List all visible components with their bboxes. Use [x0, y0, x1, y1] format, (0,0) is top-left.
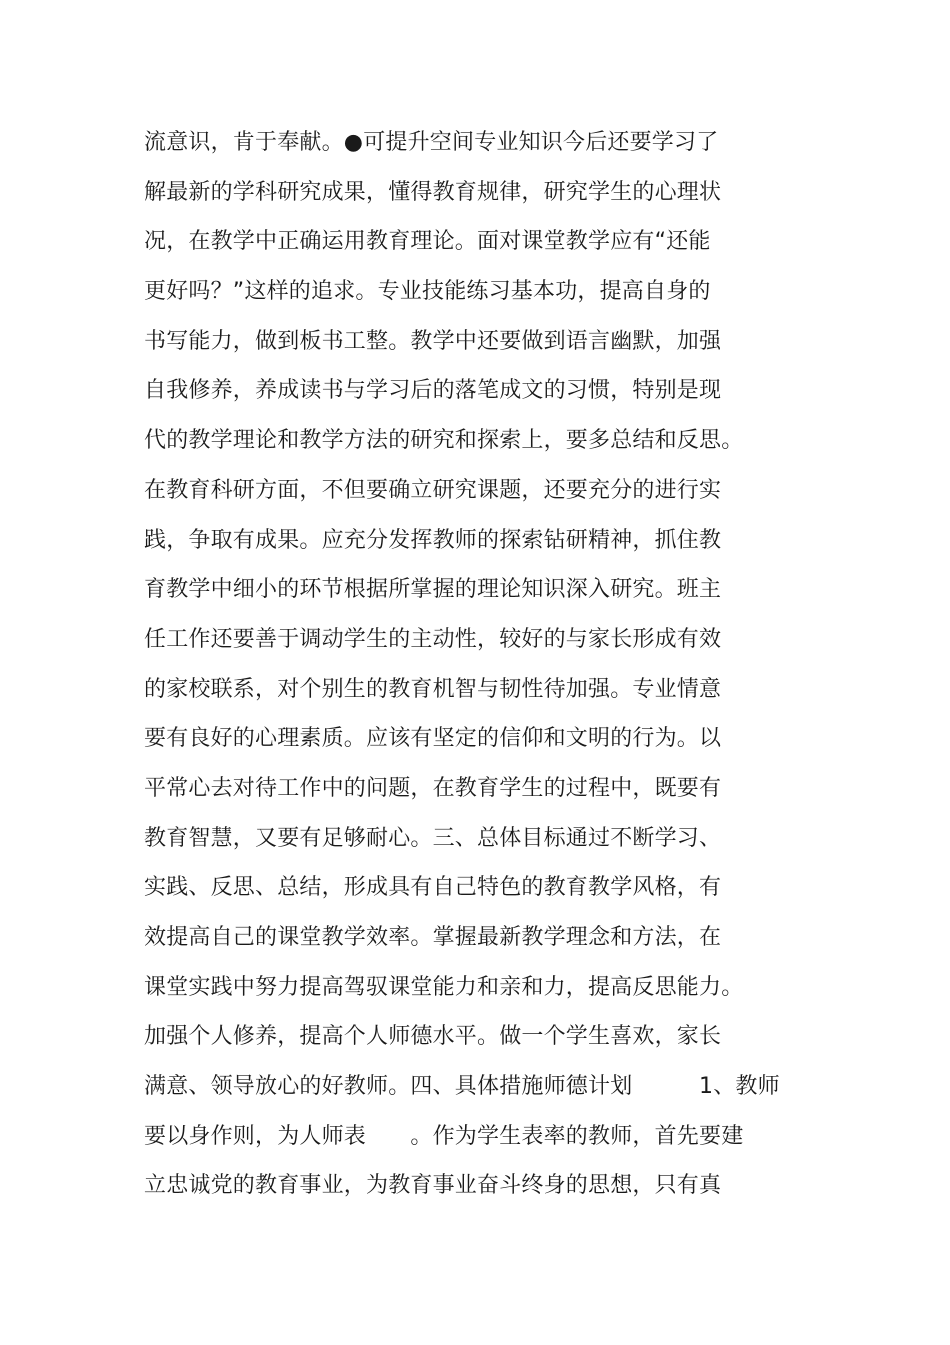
text-line-9: 践，争取有成果。应充分发挥教师的探索钻研精神，抓住教: [144, 527, 722, 553]
text-line-18: 课堂实践中努力提高驾驭课堂能力和亲和力，提高反思能力。: [144, 974, 744, 1000]
text-line-13: 要有良好的心理素质。应该有坚定的信仰和文明的行为。以: [144, 726, 722, 752]
text-line-14: 平常心去对待工作中的问题，在教育学生的过程中，既要有: [144, 775, 722, 801]
text-line-17: 效提高自己的课堂教学效率。掌握最新教学理念和方法，在: [144, 925, 722, 950]
text-line-16: 实践、反思、总结，形成具有自己特色的教育教学风格，有: [144, 875, 722, 901]
text-line-15: 教育智慧，又要有足够耐心。三、总体目标通过不断学习、: [144, 825, 722, 851]
text-line-8: 在教育科研方面，不但要确立研究课题，还要充分的进行实: [144, 477, 722, 503]
body-text: [144, 118, 844, 1211]
text-line-11: 任工作还要善于调动学生的主动性，较好的与家长形成有效: [144, 626, 722, 652]
text-line-1: 流意识，肯于奉献。●可提升空间专业知识今后还要学习了: [144, 130, 719, 155]
text-line-7: 代的教学理论和教学方法的研究和探索上，要多总结和反思。: [144, 428, 744, 454]
text-line-3: 况，在教学中正确运用教育理论。面对课堂教学应有“还能: [144, 229, 711, 255]
text-line-6: 自我修养，养成读书与学习后的落笔成文的习惯，特别是现: [144, 378, 722, 404]
text-line-21: 要以身作则，为人师表 。作为学生表率的教师，首先要建: [144, 1123, 744, 1149]
text-line-5: 书写能力，做到板书工整。教学中还要做到语言幽默，加强: [144, 328, 722, 354]
text-line-22: 立忠诚党的教育事业，为教育事业奋斗终身的思想，只有真: [144, 1173, 722, 1199]
text-line-10: 育教学中细小的环节根据所掌握的理论知识深入研究。班主: [144, 577, 722, 603]
text-line-20: 满意、领导放心的好教师。四、具体措施师德计划 1、教师: [144, 1074, 780, 1100]
text-line-2: 解最新的学科研究成果，懂得教育规律，研究学生的心理状: [144, 179, 722, 205]
text-line-12: 的家校联系，对个别生的教育机智与韧性待加强。专业情意: [144, 676, 722, 702]
text-line-4: 更好吗？”这样的追求。专业技能练习基本功，提高自身的: [144, 279, 711, 305]
text-line-19: 加强个人修养，提高个人师德水平。做一个学生喜欢，家长: [144, 1024, 722, 1050]
